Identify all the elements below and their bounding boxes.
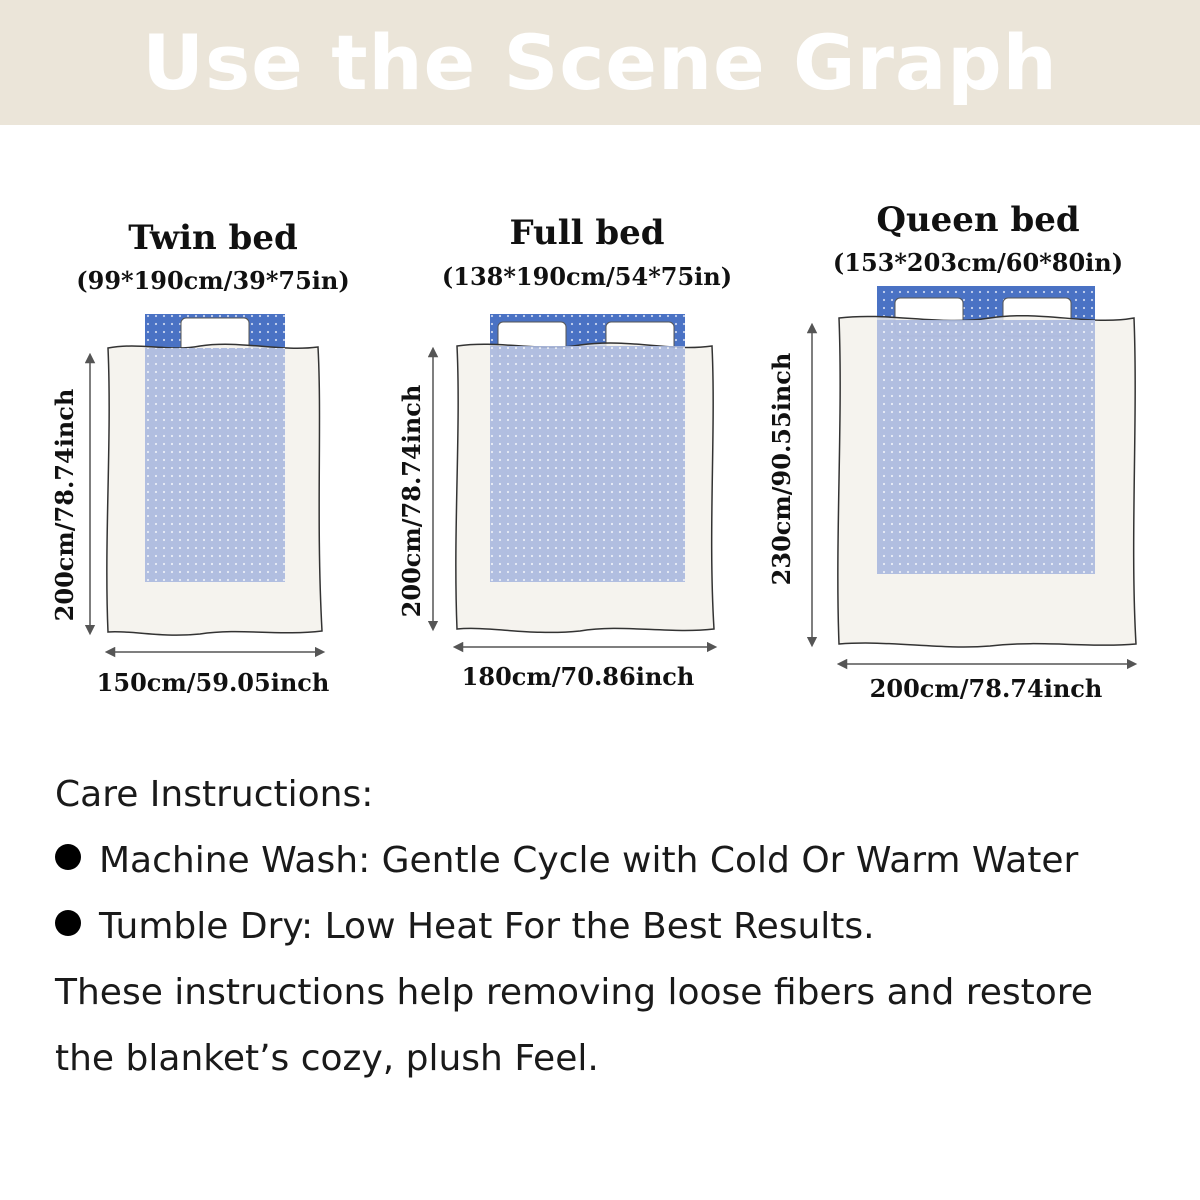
- bullet-icon: [55, 910, 81, 936]
- queen-bed-diagram: [812, 286, 1136, 664]
- care-item: [55, 894, 1155, 960]
- care-item-text: Machine Wash: Gentle Cycle with Cold Or Warm Water: [99, 840, 1079, 881]
- care-instructions: [55, 762, 1155, 1092]
- full-bed-diagram: [433, 314, 714, 647]
- queen-height-label: 230cm/90.55inch: [767, 352, 796, 586]
- twin-bed-title: Twin bed: [128, 218, 298, 258]
- twin-height-label: 200cm/78.74inch: [50, 388, 79, 622]
- full-width-label: 180cm/70.86inch: [461, 662, 695, 691]
- full-bed-title: Full bed: [509, 213, 665, 253]
- care-item-text: Tumble Dry: Low Heat For the Best Results.: [99, 906, 875, 947]
- queen-bed-mattress: [877, 320, 1095, 574]
- twin-bed-mattress: [145, 348, 285, 582]
- twin-bed-size: (99*190cm/39*75in): [76, 266, 350, 295]
- twin-width-label: 150cm/59.05inch: [96, 668, 330, 697]
- bullet-icon: [55, 844, 81, 870]
- care-note-line: the blanket’s cozy, plush Feel.: [55, 1038, 599, 1079]
- care-note-line: These instructions help removing loose fibers and restore: [55, 972, 1093, 1013]
- queen-bed-size: (153*203cm/60*80in): [832, 248, 1124, 277]
- full-bed-mattress: [490, 346, 685, 582]
- page-title: Use the Scene Graph: [142, 18, 1058, 107]
- twin-bed-diagram: [90, 314, 322, 652]
- full-bed-size: (138*190cm/54*75in): [441, 262, 733, 291]
- care-item: [55, 828, 1155, 894]
- queen-width-label: 200cm/78.74inch: [869, 674, 1103, 703]
- queen-bed-title: Queen bed: [876, 200, 1080, 240]
- care-heading: Care Instructions:: [55, 774, 374, 815]
- full-height-label: 200cm/78.74inch: [397, 384, 426, 618]
